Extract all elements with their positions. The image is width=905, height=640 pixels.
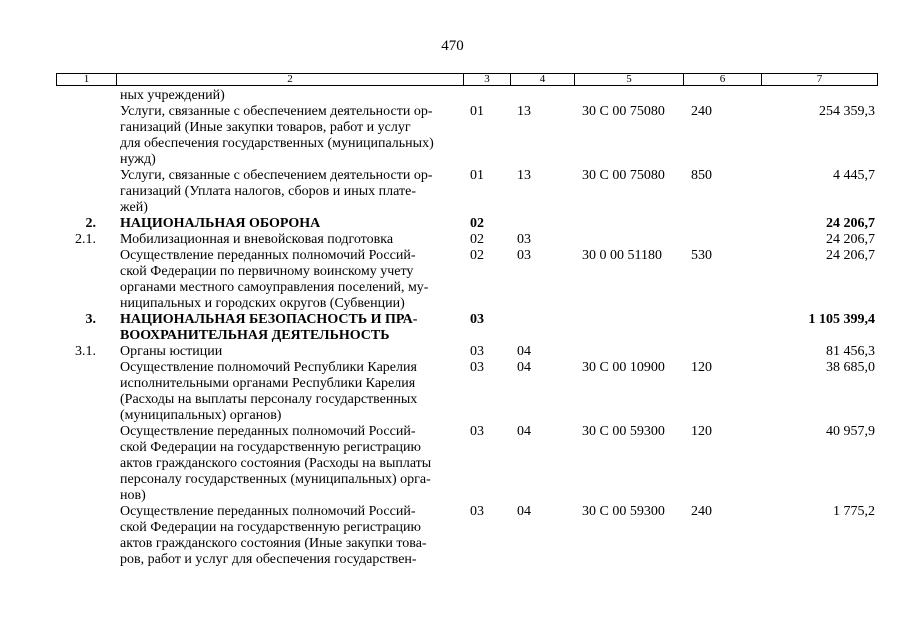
section-code: 03 bbox=[470, 424, 484, 439]
amount-value: 24 206,7 bbox=[826, 248, 875, 263]
description-line: актов гражданского состояния (Иные закупки това- bbox=[120, 536, 427, 551]
subsection-code: 04 bbox=[517, 344, 531, 359]
description-line: Осуществление переданных полномочий Россий- bbox=[120, 248, 416, 263]
description-line: Осуществление переданных полномочий Россий- bbox=[120, 424, 416, 439]
amount-value: 254 359,3 bbox=[819, 104, 875, 119]
row-description bbox=[120, 104, 465, 168]
row-number: 2. bbox=[85, 216, 96, 231]
table-row bbox=[0, 312, 905, 344]
table-row bbox=[0, 504, 905, 568]
header-col-4: 4 bbox=[511, 74, 575, 85]
row-description bbox=[120, 312, 465, 344]
section-code: 03 bbox=[470, 504, 484, 519]
description-line: жей) bbox=[120, 200, 148, 215]
description-line: нов) bbox=[120, 488, 146, 503]
description-line: НАЦИОНАЛЬНАЯ ОБОРОНА bbox=[120, 216, 321, 231]
table-row bbox=[0, 104, 905, 168]
section-code: 02 bbox=[470, 216, 484, 231]
description-line: актов гражданского состояния (Расходы на выплаты bbox=[120, 456, 432, 471]
header-col-2: 2 bbox=[117, 74, 464, 85]
subsection-code: 04 bbox=[517, 360, 531, 375]
description-line: ВООХРАНИТЕЛЬНАЯ ДЕЯТЕЛЬНОСТЬ bbox=[120, 328, 390, 343]
row-description bbox=[120, 216, 465, 232]
table-row bbox=[0, 248, 905, 312]
row-description bbox=[120, 360, 465, 424]
section-code: 03 bbox=[470, 312, 484, 327]
table-header bbox=[56, 73, 878, 86]
table-row bbox=[0, 216, 905, 232]
target-article-code: 30 С 00 10900 bbox=[582, 360, 665, 375]
section-code: 02 bbox=[470, 248, 484, 263]
target-article-code: 30 0 00 51180 bbox=[582, 248, 662, 263]
description-line: Органы юстиции bbox=[120, 344, 223, 359]
page-number: 470 bbox=[441, 38, 464, 54]
subsection-code: 03 bbox=[517, 248, 531, 263]
table-row bbox=[0, 360, 905, 424]
expense-type-code: 120 bbox=[691, 360, 712, 375]
amount-value: 1 105 399,4 bbox=[808, 312, 875, 327]
subsection-code: 04 bbox=[517, 424, 531, 439]
table-row bbox=[0, 88, 905, 104]
description-line: ской Федерации на государственную регистрацию bbox=[120, 440, 421, 455]
row-description bbox=[120, 424, 465, 504]
description-line: ных учреждений) bbox=[120, 88, 225, 103]
description-line: персоналу государственных (муниципальных) орга- bbox=[120, 472, 431, 487]
amount-value: 40 957,9 bbox=[826, 424, 875, 439]
description-line: ской Федерации по первичному воинскому учету bbox=[120, 264, 414, 279]
description-line: Осуществление полномочий Республики Карелия bbox=[120, 360, 417, 375]
amount-value: 1 775,2 bbox=[833, 504, 875, 519]
description-line: органами местного самоуправления поселений, му- bbox=[120, 280, 429, 295]
row-description bbox=[120, 504, 465, 568]
description-line: НАЦИОНАЛЬНАЯ БЕЗОПАСНОСТЬ И ПРА- bbox=[120, 312, 418, 327]
amount-value: 81 456,3 bbox=[826, 344, 875, 359]
description-line: ской Федерации на государственную регистрацию bbox=[120, 520, 421, 535]
expense-type-code: 240 bbox=[691, 504, 712, 519]
section-code: 03 bbox=[470, 344, 484, 359]
expense-type-code: 850 bbox=[691, 168, 712, 183]
header-col-1: 1 bbox=[57, 74, 117, 85]
subsection-code: 03 bbox=[517, 232, 531, 247]
description-line: Услуги, связанные с обеспечением деятельности ор- bbox=[120, 104, 433, 119]
header-col-6: 6 bbox=[684, 74, 762, 85]
subsection-code: 04 bbox=[517, 504, 531, 519]
amount-value: 4 445,7 bbox=[833, 168, 875, 183]
row-description bbox=[120, 168, 465, 216]
table-body bbox=[0, 88, 905, 568]
section-code: 01 bbox=[470, 104, 484, 119]
description-line: ганизаций (Уплата налогов, сборов и иных плате- bbox=[120, 184, 416, 199]
row-number: 3. bbox=[85, 312, 96, 327]
header-col-7: 7 bbox=[816, 73, 823, 85]
expense-type-code: 530 bbox=[691, 248, 712, 263]
target-article-code: 30 С 00 59300 bbox=[582, 504, 665, 519]
target-article-code: 30 С 00 75080 bbox=[582, 168, 665, 183]
description-line: Мобилизационная и вневойсковая подготовка bbox=[120, 232, 394, 247]
expense-type-code: 120 bbox=[691, 424, 712, 439]
description-line: нужд) bbox=[120, 152, 156, 167]
header-col-3: 3 bbox=[464, 74, 511, 85]
target-article-code: 30 С 00 59300 bbox=[582, 424, 665, 439]
row-description bbox=[120, 232, 465, 248]
row-description bbox=[120, 344, 465, 360]
description-line: Услуги, связанные с обеспечением деятельности ор- bbox=[120, 168, 433, 183]
description-line: Осуществление переданных полномочий Россий- bbox=[120, 504, 416, 519]
header-col-5: 5 bbox=[575, 74, 684, 85]
description-line: исполнительными органами Республики Карелия bbox=[120, 376, 416, 391]
subsection-code: 13 bbox=[517, 104, 531, 119]
subsection-code: 13 bbox=[517, 168, 531, 183]
row-number: 3.1. bbox=[75, 344, 96, 359]
section-code: 02 bbox=[470, 232, 484, 247]
row-description bbox=[120, 248, 465, 312]
section-code: 01 bbox=[470, 168, 484, 183]
table-row bbox=[0, 424, 905, 504]
description-line: ров, работ и услуг для обеспечения государствен- bbox=[120, 552, 417, 567]
description-line: для обеспечения государственных (муниципальных) bbox=[120, 136, 434, 151]
table-row bbox=[0, 232, 905, 248]
expense-type-code: 240 bbox=[691, 104, 712, 119]
description-line: (муниципальных) органов) bbox=[120, 408, 282, 423]
table-row bbox=[0, 168, 905, 216]
description-line: ганизаций (Иные закупки товаров, работ и услуг bbox=[120, 120, 411, 135]
row-description bbox=[120, 88, 465, 104]
amount-value: 38 685,0 bbox=[826, 360, 875, 375]
amount-value: 24 206,7 bbox=[826, 232, 875, 247]
row-number: 2.1. bbox=[75, 232, 96, 247]
target-article-code: 30 С 00 75080 bbox=[582, 104, 665, 119]
description-line: ниципальных и городских округов (Субвенции) bbox=[120, 296, 405, 311]
section-code: 03 bbox=[470, 360, 484, 375]
table-row bbox=[0, 344, 905, 360]
description-line: (Расходы на выплаты персоналу государственных bbox=[120, 392, 418, 407]
amount-value: 24 206,7 bbox=[826, 216, 875, 231]
